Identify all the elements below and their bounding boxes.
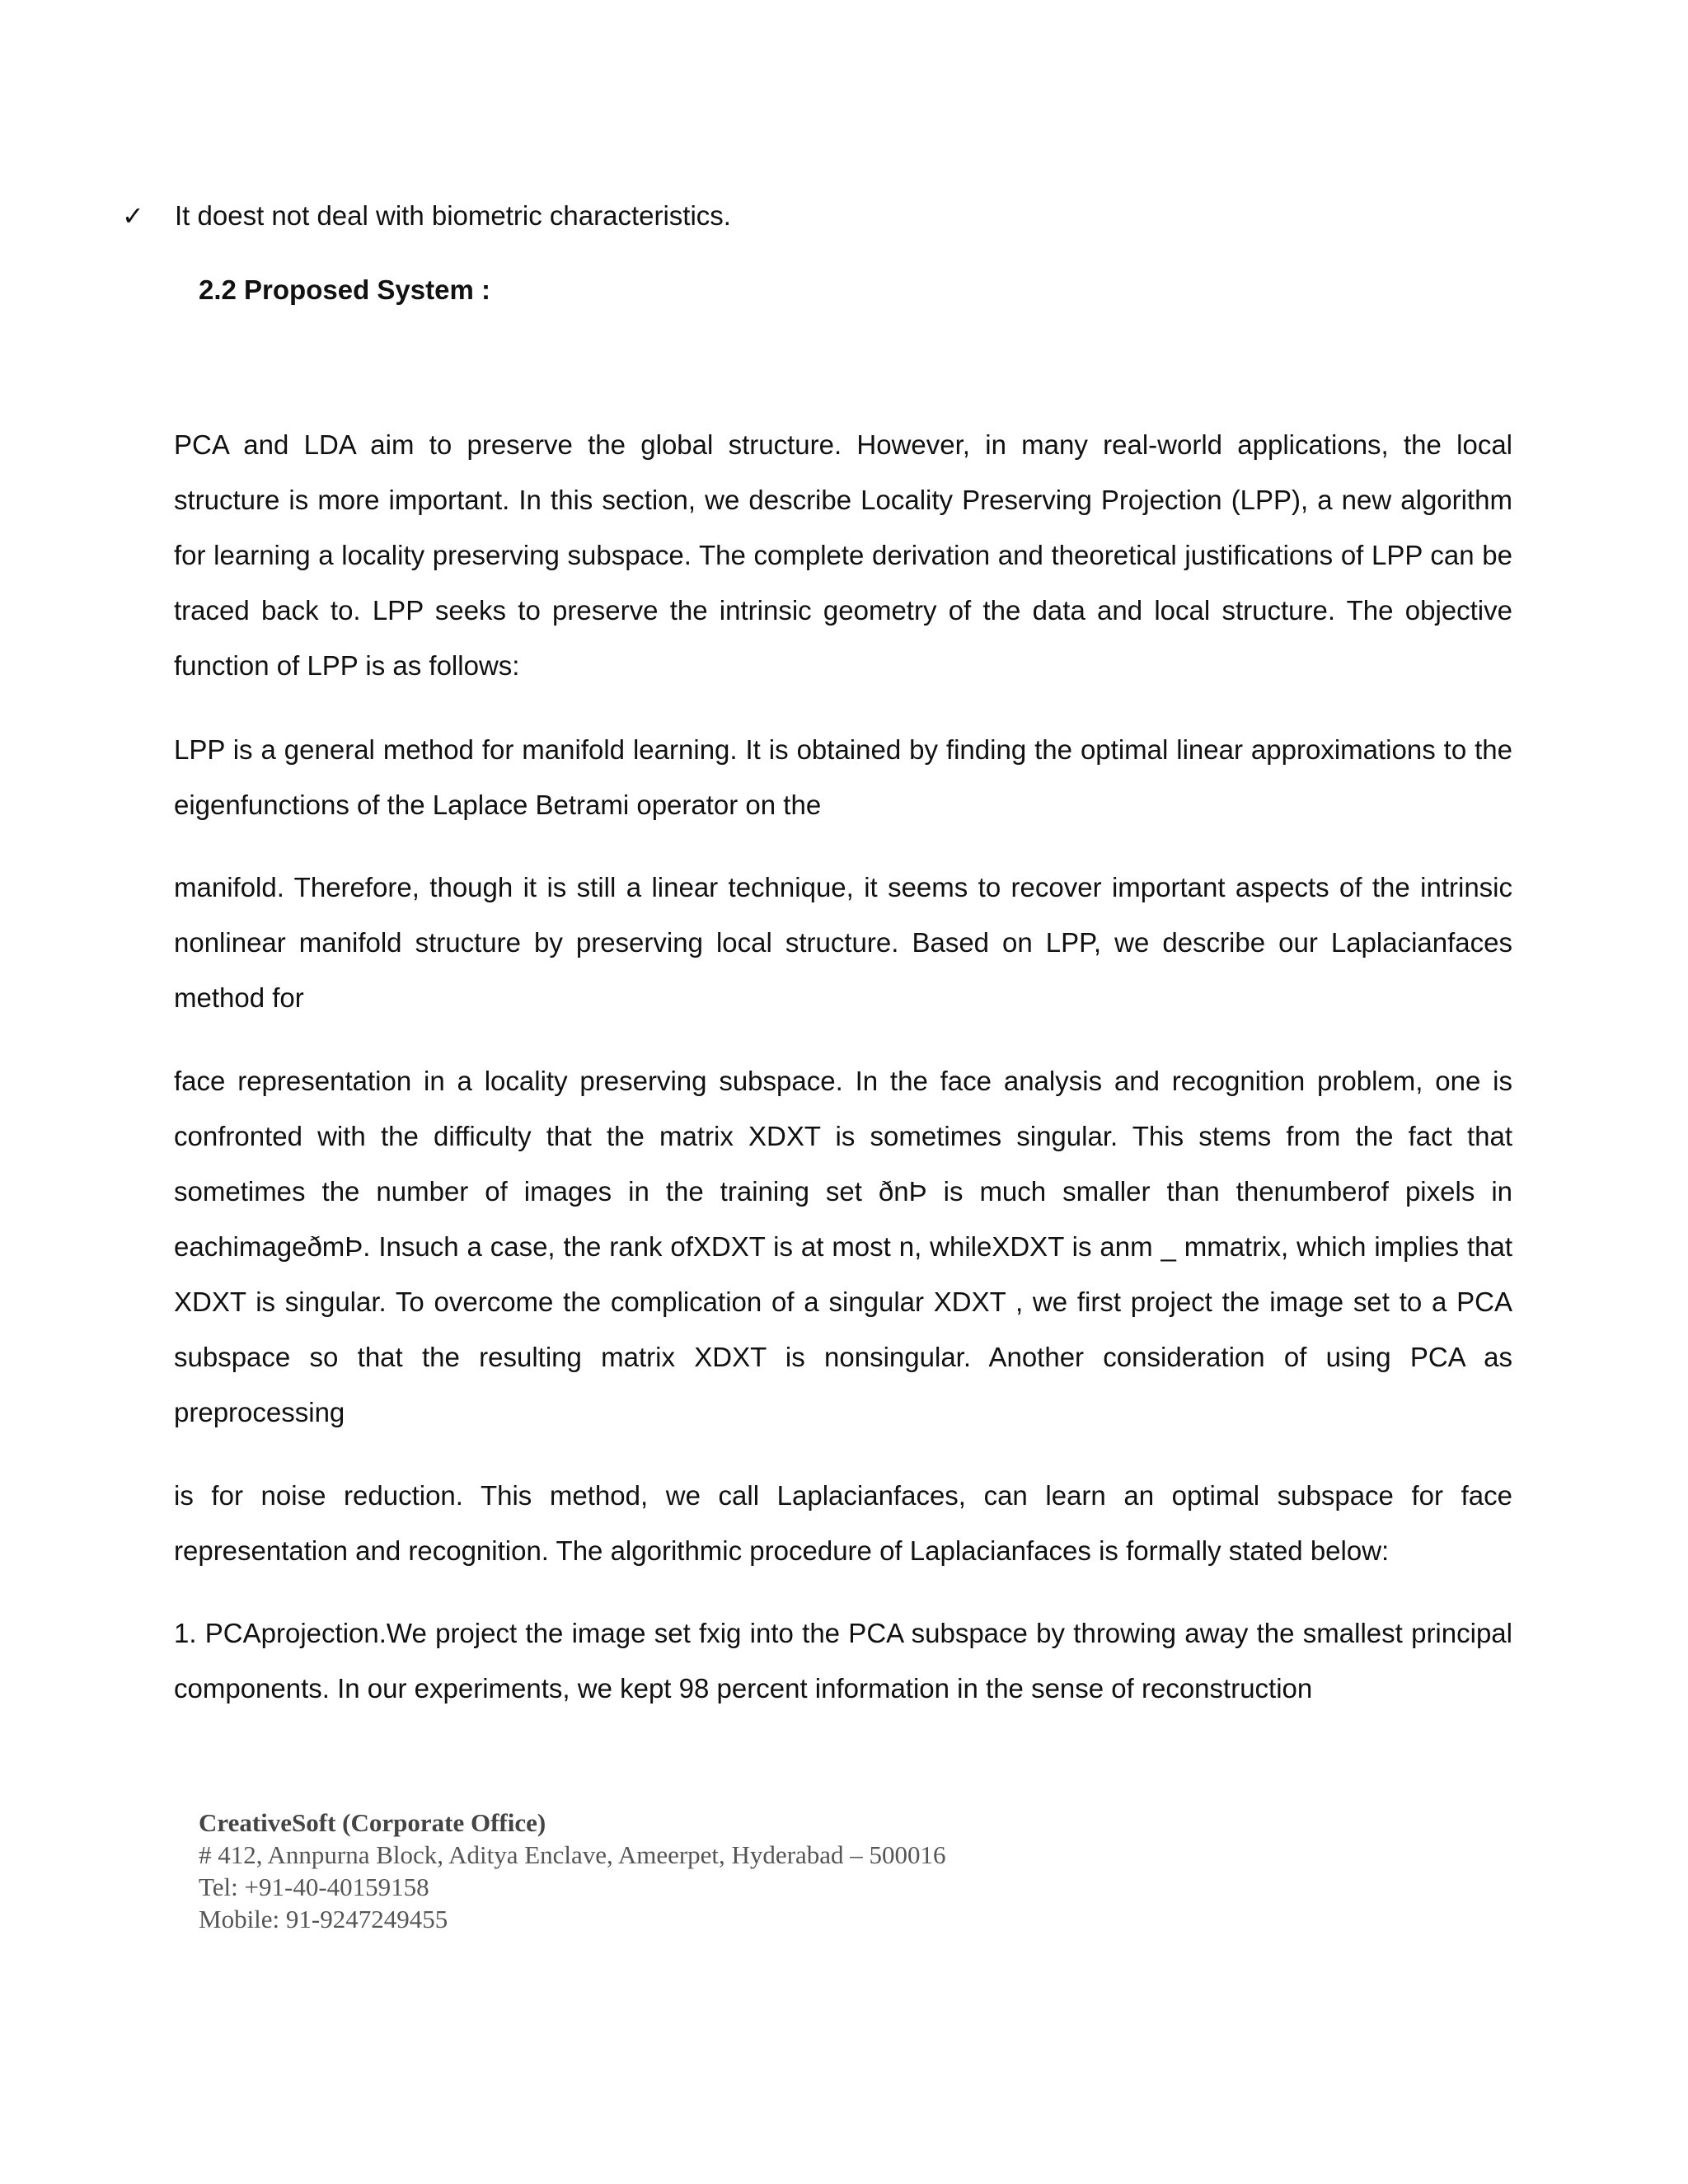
body-paragraph: face representation in a locality preserving subspace. In the face analysis and recognition problem, one is confronted with the difficulty that the matrix XDXT is sometimes singular. This stems from the fact that sometimes the number of images in the training set ðnÞ is much smaller than thenumberof pixels in eachimageðmÞ. Insuch a case, the rank ofXDXT is at most n, whileXDXT is anm _ mmatrix, which implies that XDXT is singular. To overcome the complication of a singular XDXT , we first project the image set to a PCA subspace so that the resulting matrix XDXT is nonsingular. Another consideration of using PCA as preprocessing [174, 1066, 1512, 1427]
footer-address: # 412, Annpurna Block, Aditya Enclave, Ameerpet, Hyderabad – 500016 [199, 1840, 946, 1869]
body-paragraph: LPP is a general method for manifold learning. It is obtained by finding the optimal linear approximations to the eigenfunctions of the Laplace Betrami operator on the [174, 734, 1512, 820]
footer-mobile: Mobile: 91-9247249455 [199, 1905, 448, 1933]
body-paragraph: PCA and LDA aim to preserve the global structure. However, in many real-world applications, the local structure is more important. In this section, we describe Locality Preserving Projection (LPP), a new algorithm for learning a locality preserving subspace. The complete derivation and theoretical justifications of LPP can be traced back to. LPP seeks to preserve the intrinsic geometry of the data and local structure. The objective function of LPP is as follows: [174, 429, 1512, 681]
checkmark-icon: ✓ [122, 200, 144, 232]
body-paragraph: 1. PCAprojection.We project the image set fxig into the PCA subspace by throwing away the smallest principal components. In our experiments, we kept 98 percent information in the sense of reconstruction [174, 1618, 1512, 1704]
body-paragraph: is for noise reduction. This method, we call Laplacianfaces, can learn an optimal subspace for face representation and recognition. The algorithmic procedure of Laplacianfaces is formally stated below: [174, 1480, 1512, 1566]
footer-company: CreativeSoft (Corporate Office) [199, 1808, 546, 1837]
page-footer [199, 1807, 946, 1935]
bullet-item [122, 196, 731, 236]
footer-tel: Tel: +91-40-40159158 [199, 1872, 429, 1901]
bullet-text: It doest not deal with biometric characteristics. [175, 200, 731, 231]
section-heading: 2.2 Proposed System : [199, 274, 490, 305]
body-paragraph: manifold. Therefore, though it is still a linear technique, it seems to recover important aspects of the intrinsic nonlinear manifold structure by preserving local structure. Based on LPP, we describe our Laplacianfaces method for [174, 872, 1512, 1013]
